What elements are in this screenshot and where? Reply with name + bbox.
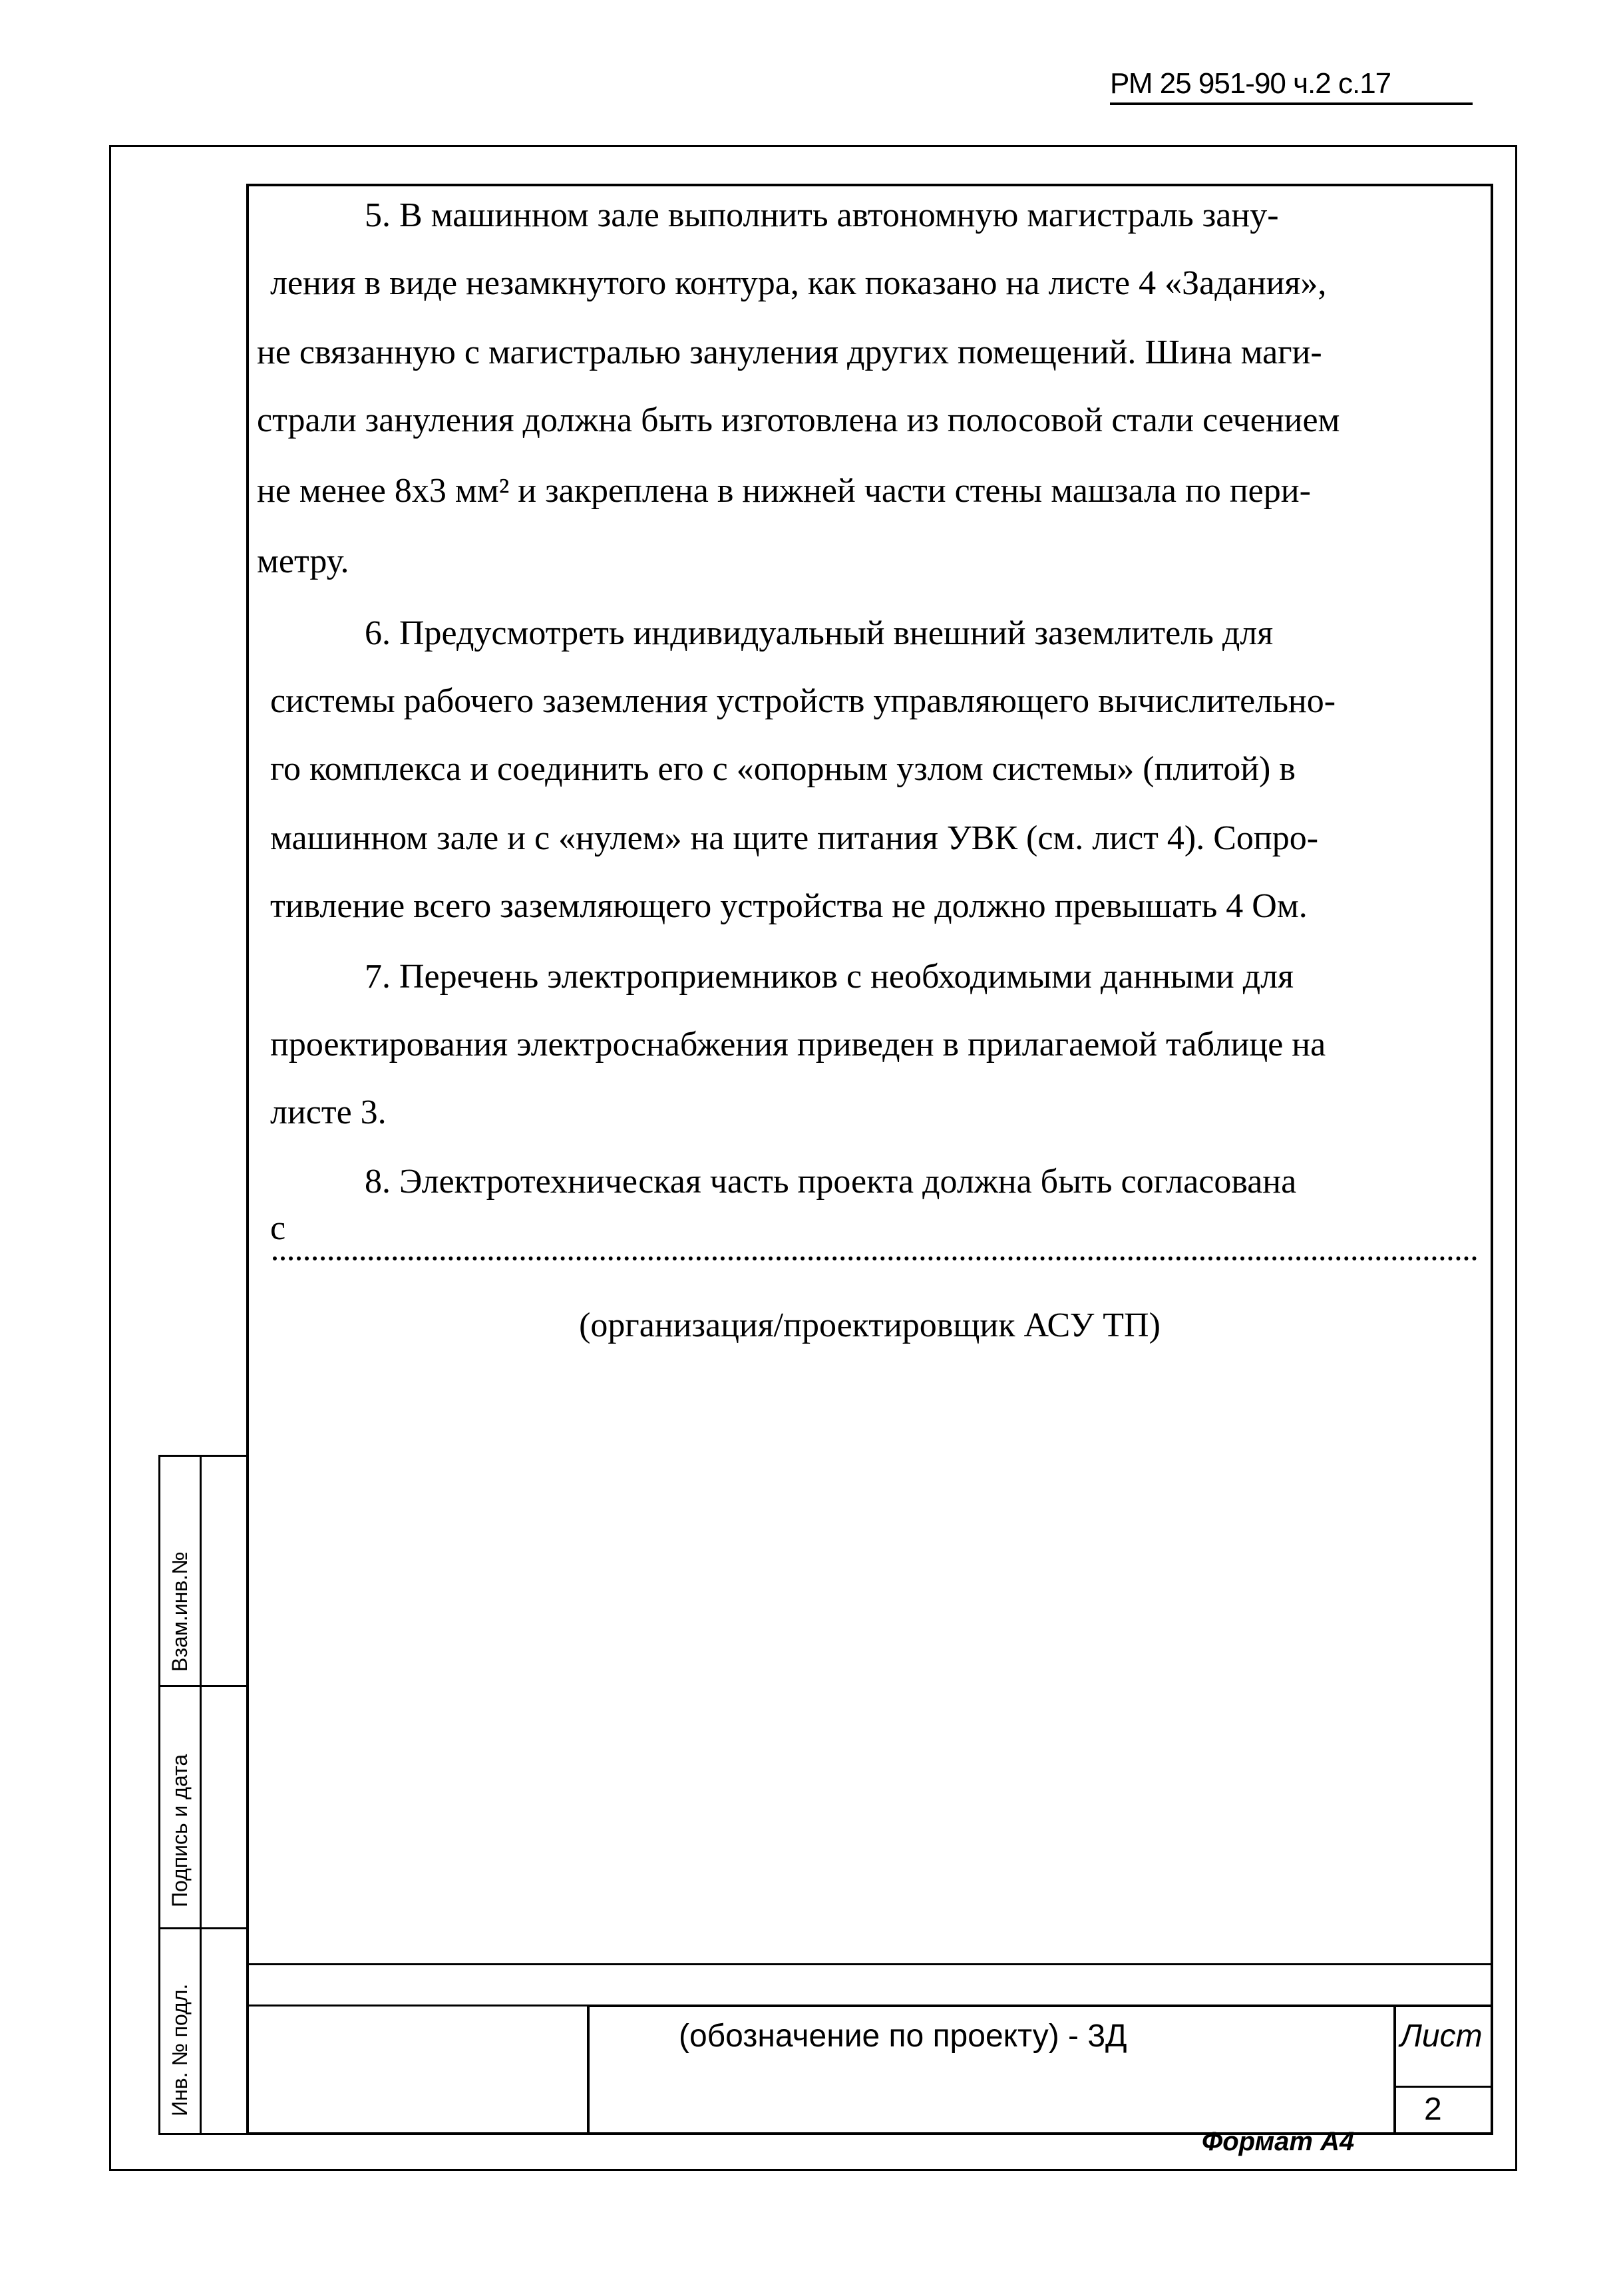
sheet-number: 2	[1424, 2092, 1442, 2127]
title-block-designation-top	[587, 2005, 1493, 2007]
body-line-11: тивление всего заземляющего устройства не должно превышать 4 Ом.	[270, 887, 1308, 925]
body-line-5: не менее 8х3 мм² и закреплена в нижней части стены машзала по пери-	[257, 472, 1311, 510]
side-label-signature-date: Подпись и дата	[168, 1754, 192, 1907]
body-line-8: системы рабочего заземления устройств управляющего вычислительно-	[270, 682, 1336, 720]
title-block-sheet-left	[1393, 2005, 1396, 2135]
document-code: РМ 25 951-90 ч.2 с.17	[1110, 65, 1473, 105]
title-block-top-line	[246, 1963, 1493, 1965]
body-line-16: с	[270, 1209, 286, 1247]
side-stamp-divider	[200, 1455, 202, 2135]
fill-in-caption: (организация/проектировщик АСУ ТП)	[579, 1306, 1161, 1344]
fill-in-dotted-line	[273, 1256, 1477, 1260]
body-line-14: листе 3.	[270, 1093, 387, 1131]
body-line-12: 7. Перечень электроприемников с необходимыми данными для	[365, 958, 1294, 996]
title-block-designation-left	[587, 2005, 590, 2135]
body-line-9: го комплекса и соединить его с «опорным узлом системы» (плитой) в	[270, 750, 1296, 788]
side-stamp-separator-2	[158, 1927, 249, 1929]
body-line-2: ления в виде незамкнутого контура, как показано на листе 4 «Задания»,	[270, 264, 1327, 302]
title-block-sheet-divider	[1393, 2086, 1493, 2088]
paper-format: Формат А4	[1202, 2127, 1355, 2156]
body-line-10: машинном зале и с «нулем» на щите питания УВК (см. лист 4). Сопро-	[270, 819, 1319, 857]
body-line-13: проектирования электроснабжения приведен в прилагаемой таблице на	[270, 1026, 1326, 1063]
body-line-1: 5. В машинном зале выполнить автономную магистраль зану-	[365, 196, 1279, 234]
side-label-replacement-inv: Взам.инв.№	[168, 1551, 192, 1672]
title-block-left-line	[246, 2005, 588, 2007]
body-line-4: страли зануления должна быть изготовлена из полосовой стали сечением	[257, 401, 1340, 439]
side-label-original-inv: Инв. № подл.	[168, 1983, 192, 2116]
sheet-label: Лист	[1400, 2018, 1483, 2054]
body-line-7: 6. Предусмотреть индивидуальный внешний заземлитель для	[365, 614, 1274, 652]
project-designation: (обозначение по проекту) - 3Д	[679, 2018, 1127, 2054]
side-stamp-separator-1	[158, 1685, 249, 1687]
body-line-3: не связанную с магистралью зануления других помещений. Шина маги-	[257, 333, 1322, 371]
body-line-6: метру.	[257, 542, 349, 580]
body-line-15: 8. Электротехническая часть проекта должна быть согласована	[365, 1163, 1297, 1201]
